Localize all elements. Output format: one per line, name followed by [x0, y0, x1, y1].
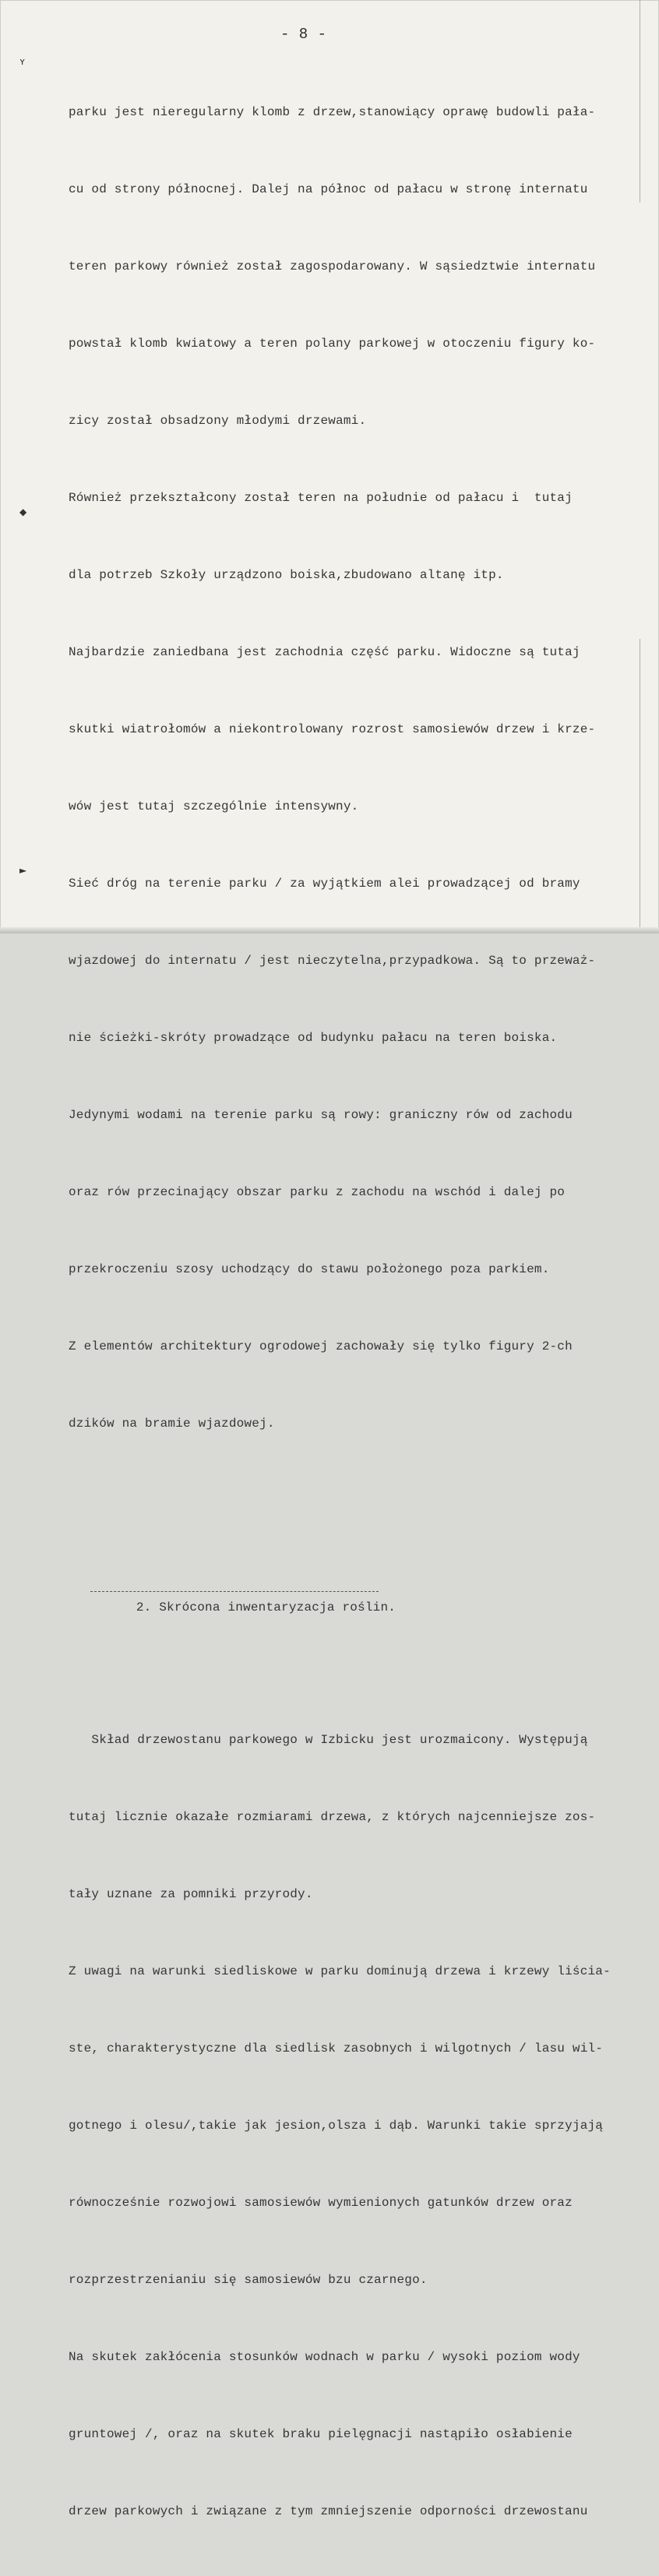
text-line: tały uznane za pomniki przyrody. [69, 1887, 313, 1901]
text-line: nie ścieżki-skróty prowadzące od budynku pałacu na teren boiska. [69, 1031, 558, 1045]
text-line: dla potrzeb Szkoły urządzono boiska,zbudowano altanę itp. [69, 568, 504, 582]
margin-tick-mark: ʏ [19, 56, 26, 67]
text-line: Na skutek zakłócenia stosunków wodnach w parku / wysoki poziom wody [69, 2350, 580, 2364]
text-line: dzików na bramie wjazdowej. [69, 1417, 275, 1431]
text-line: ste, charakterystyczne dla siedlisk zasobnych i wilgotnych / lasu wil- [69, 2041, 604, 2056]
page-bottom-edge [0, 927, 659, 933]
margin-arrow-mark: ► [19, 865, 27, 876]
text-line: gotnego i olesu/,takie jak jesion,olsza i dąb. Warunki takie sprzyjają [69, 2119, 604, 2133]
text-line: rozprzestrzenianiu się samosiewów bzu czarnego. [69, 2273, 428, 2287]
text-line: skutki wiatrołomów a niekontrolowany rozrost samosiewów drzew i krze- [69, 722, 596, 736]
text-line: Skład drzewostanu parkowego w Izbicku jest urozmaicony. Występują [69, 1733, 588, 1747]
text-line: cu od strony północnej. Dalej na północ od pałacu w stronę internatu [69, 182, 588, 196]
text-line: gruntowej /, oraz na skutek braku pielęgnacji nastąpiło osłabienie [69, 2427, 573, 2441]
text-line: równocześnie rozwojowi samosiewów wymienionych gatunków drzew oraz [69, 2196, 573, 2210]
text-line: teren parkowy również został zagospodarowany. W sąsiedztwie internatu [69, 259, 596, 273]
document-body [69, 48, 629, 2576]
section-heading-text: 2. Skrócona inwentaryzacja roślin. [136, 1600, 396, 1614]
text-line: parku jest nieregularny klomb z drzew,stanowiący oprawę budowli pała- [69, 105, 596, 119]
text-line: Najbardzie zaniedbana jest zachodnia część parku. Widoczne są tutaj [69, 645, 580, 659]
text-line: Jedynymi wodami na terenie parku są rowy: graniczny rów od zachodu [69, 1108, 573, 1122]
page-number: - 8 - [280, 26, 327, 43]
text-line: przekroczeniu szosy uchodzący do stawu położonego poza parkiem. [69, 1262, 550, 1276]
text-line: Z elementów architektury ogrodowej zachowały się tylko figury 2-ch [69, 1339, 573, 1353]
margin-arrow-mark: ◆ [19, 506, 27, 517]
text-line: Również przekształcony został teren na południe od pałacu i tutaj [69, 491, 573, 505]
text-line: oraz rów przecinający obszar parku z zachodu na wschód i dalej po [69, 1185, 566, 1199]
section-heading [69, 1569, 629, 1614]
text-line: Z uwagi na warunki siedliskowe w parku dominują drzewa i krzewy liścia- [69, 1964, 611, 1978]
text-line: tutaj licznie okazałe rozmiarami drzewa, z których najcenniejsze zos- [69, 1810, 596, 1824]
text-line: zicy został obsadzony młodymi drzewami. [69, 414, 367, 428]
text-line: drzew parkowych i związane z tym zmniejszenie odporności drzewostanu [69, 2504, 588, 2518]
section-heading-underline [90, 1591, 379, 1592]
text-line: wjazdowej do internatu / jest nieczytelna,przypadkowa. Są to przeważ- [69, 954, 596, 968]
text-line: Sieć dróg na terenie parku / za wyjątkiem alei prowadzącej od bramy [69, 877, 580, 891]
text-line: wów jest tutaj szczególnie intensywny. [69, 799, 359, 813]
text-line: powstał klomb kwiatowy a teren polany parkowej w otoczeniu figury ko- [69, 337, 596, 351]
